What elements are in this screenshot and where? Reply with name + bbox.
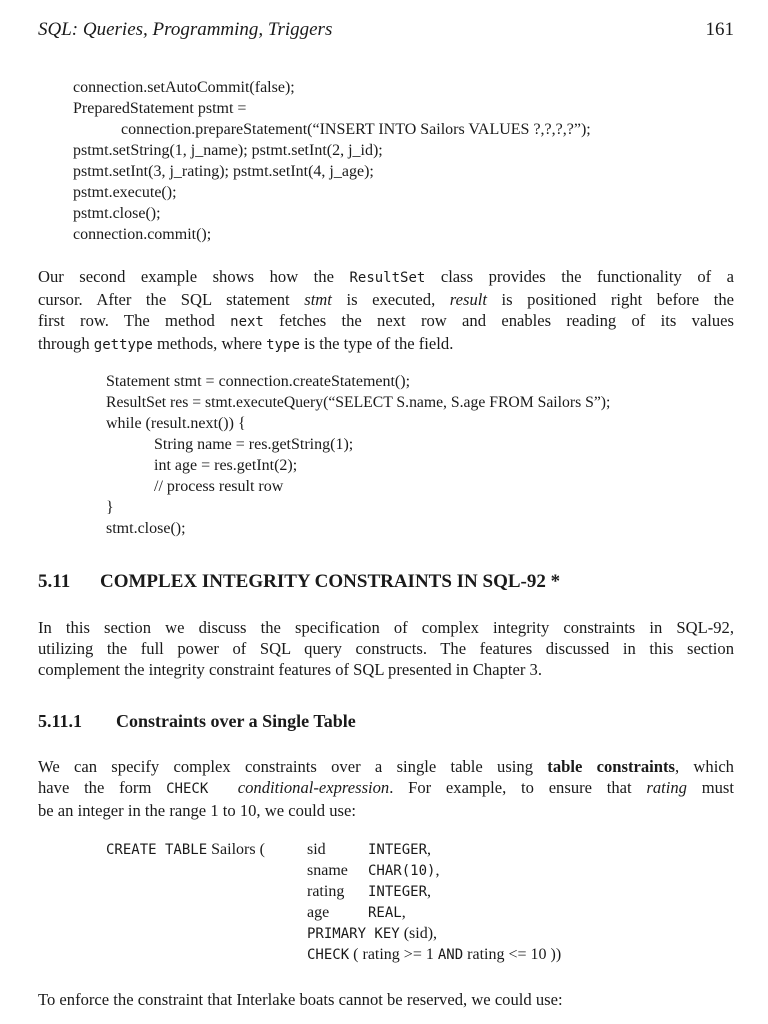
column-name: sid bbox=[307, 841, 326, 858]
subsection-number: 5.11.1 bbox=[38, 711, 83, 731]
code-line: PreparedStatement pstmt = bbox=[73, 100, 247, 117]
column-name: age bbox=[307, 904, 330, 921]
subsection-title: Constraints over a Single Table bbox=[116, 711, 356, 731]
subsection-heading bbox=[38, 711, 356, 732]
code-line: int age = res.getInt(2); bbox=[154, 457, 298, 474]
section-title: COMPLEX INTEGRITY CONSTRAINTS IN SQL-92 * bbox=[100, 571, 561, 592]
code-line: } bbox=[106, 499, 114, 516]
code-line: Statement stmt = connection.createStatement(); bbox=[106, 373, 411, 390]
code-line: String name = res.getString(1); bbox=[154, 436, 354, 453]
code-line: ResultSet res = stmt.executeQuery(“SELECT S.name, S.age FROM Sailors S”); bbox=[106, 394, 611, 411]
code-line: // process result row bbox=[154, 478, 284, 495]
paragraph-intro: In this section we discuss the specification of complex integrity constraints in SQL-92, utilizing the full power of SQL query constructs. The features discussed in this section complement the integrity constraint features of SQL presented in Chapter 3. bbox=[38, 618, 734, 679]
page-number: 161 bbox=[705, 19, 734, 40]
paragraph-interlake: To enforce the constraint that Interlake boats cannot be reserved, we could use: bbox=[38, 990, 563, 1009]
running-title: SQL: Queries, Programming, Triggers bbox=[38, 19, 333, 40]
create-table-head: CREATE TABLE Sailors ( bbox=[106, 841, 265, 858]
code-line: while (result.next()) { bbox=[106, 415, 246, 432]
paragraph-resultset: Our second example shows how the ResultSet class provides the functionality of a cursor. After the SQL statement stmt is executed, result is positioned right before the first row. The method next fetches the next row and enables reading of its values through gettype methods, where type is the type of the field. bbox=[38, 267, 735, 353]
section-number: 5.11 bbox=[38, 571, 71, 592]
code-line: stmt.close(); bbox=[106, 520, 186, 537]
code-line: pstmt.execute(); bbox=[73, 184, 177, 201]
paragraph-table-constraints: We can specify complex constraints over a single table using table constraints, which have the form CHECK conditional-expression. For example, to ensure that rating must be an integer in the range 1 to 10, we could use: bbox=[38, 757, 734, 820]
column-name: sname bbox=[307, 862, 348, 879]
section-heading bbox=[38, 571, 560, 593]
column-name: rating bbox=[307, 883, 345, 900]
code-line: pstmt.setString(1, j_name); pstmt.setInt(2, j_id); bbox=[73, 142, 383, 159]
column-type: INTEGER, bbox=[368, 841, 432, 858]
column-type: CHAR(10), bbox=[368, 862, 440, 879]
code-line: connection.commit(); bbox=[73, 226, 212, 243]
primary-key-line: PRIMARY KEY (sid), bbox=[307, 925, 438, 942]
column-type: REAL, bbox=[368, 904, 406, 921]
check-line: CHECK ( rating >= 1 AND rating <= 10 )) bbox=[307, 946, 562, 963]
code-line: pstmt.setInt(3, j_rating); pstmt.setInt(4, j_age); bbox=[73, 163, 374, 180]
code-line: connection.setAutoCommit(false); bbox=[73, 79, 295, 96]
code-line: pstmt.close(); bbox=[73, 205, 161, 222]
code-line: connection.prepareStatement(“INSERT INTO Sailors VALUES ?,?,?,?”); bbox=[121, 121, 591, 138]
column-type: INTEGER, bbox=[368, 883, 432, 900]
